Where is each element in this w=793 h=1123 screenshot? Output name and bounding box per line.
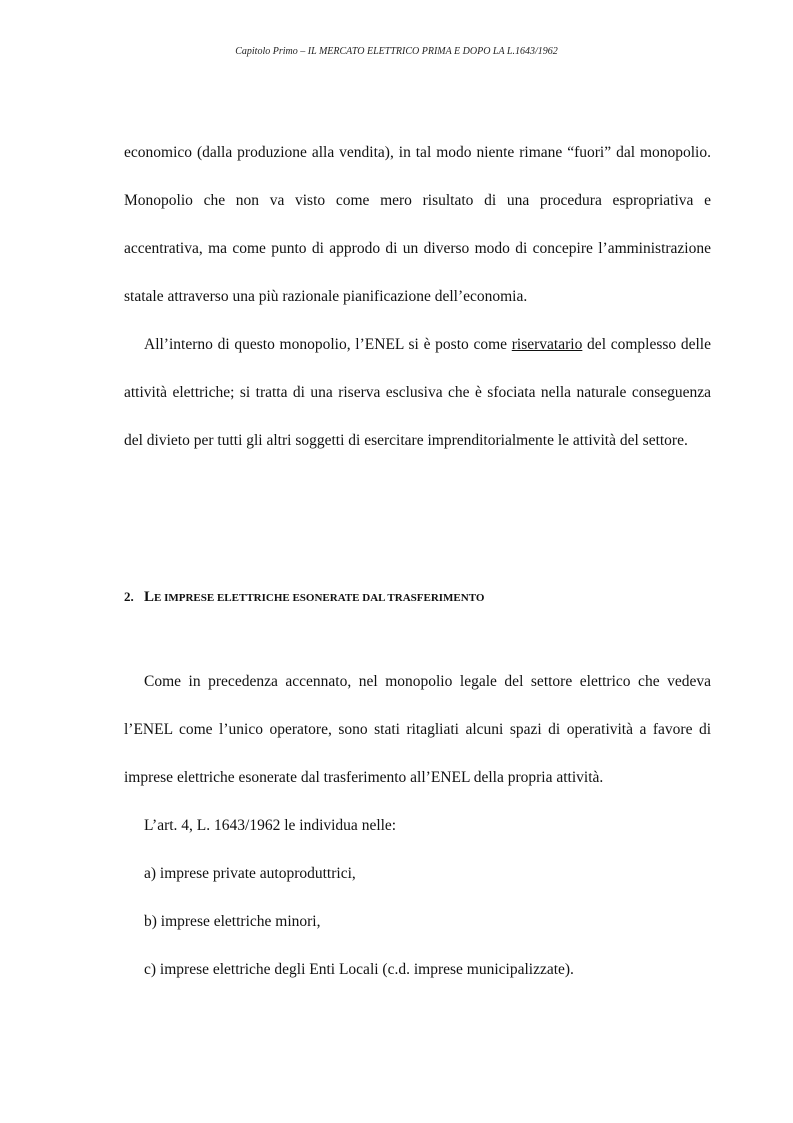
list-item: c) imprese elettriche degli Enti Locali (c.d. imprese municipalizzate).: [144, 961, 574, 978]
body-text-block-2: [124, 658, 711, 994]
section-number: 2.: [124, 589, 134, 604]
paragraph-1: economico (dalla produzione alla vendita), in tal modo niente rimane “fuori” dal monopolio. Monopolio che non va visto come mero risultato di una procedura espropriativa e accentrativa, ma come punto di approdo di un diverso modo di concepire l’amministrazione statale attraverso una più razionale pianificazione dell’economia.: [124, 144, 711, 305]
paragraph-2: [124, 321, 711, 465]
paragraph-2-after: del complesso delle attività elettriche; si tratta di una riserva esclusiva che è sfociata nella naturale conseguenza del divieto per tutti gli altri soggetti di esercitare imprenditorialmente le attività del settore.: [124, 336, 711, 449]
section-title-initial: L: [144, 589, 155, 605]
list-item: a) imprese private autoproduttrici,: [144, 865, 356, 882]
section-title-rest: E IMPRESE ELETTRICHE ESONERATE DAL TRASFERIMENTO: [154, 592, 485, 604]
paragraph-2-before: All’interno di questo monopolio, l’ENEL si è posto come: [144, 336, 512, 353]
running-header: Capitolo Primo – IL MERCATO ELETTRICO PRIMA E DOPO LA L.1643/1962: [235, 46, 558, 57]
section-heading: [124, 588, 711, 607]
body-text-block-1: [124, 129, 711, 465]
underlined-term: riservatario: [511, 336, 583, 353]
paragraph-4: L’art. 4, L. 1643/1962 le individua nelle:: [144, 817, 397, 834]
list-item: b) imprese elettriche minori,: [144, 913, 321, 930]
paragraph-3: Come in precedenza accennato, nel monopolio legale del settore elettrico che vedeva l’ENEL come l’unico operatore, sono stati ritagliati alcuni spazi di operatività a favore di imprese elettriche esonerate dal trasferimento all’ENEL della propria attività.: [124, 673, 711, 786]
